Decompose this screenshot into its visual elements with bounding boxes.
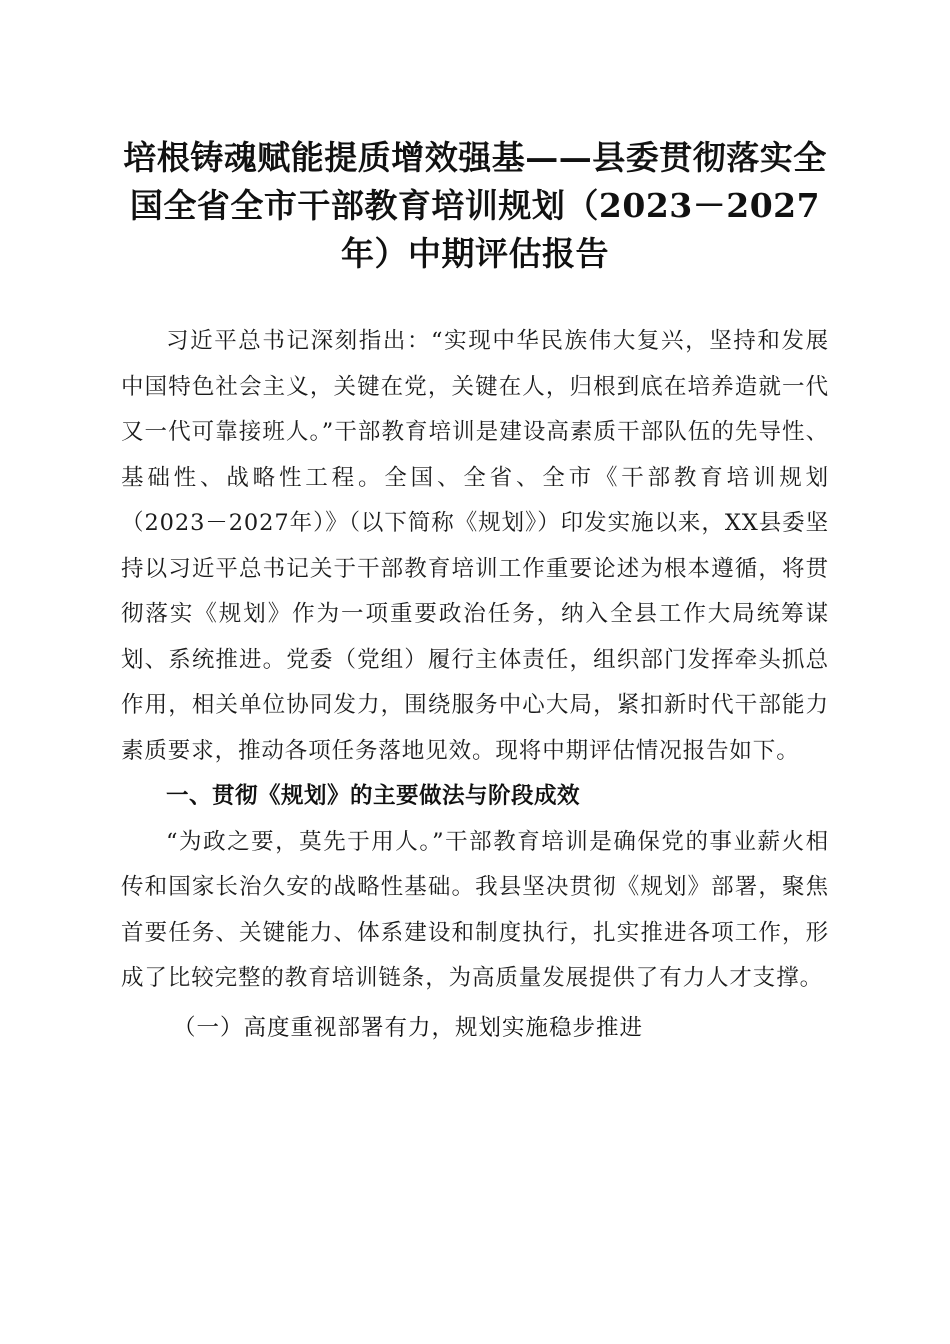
subsection-heading: （一）高度重视部署有力，规划实施稳步推进 (173, 1014, 644, 1041)
intro-paragraph: 习近平总书记深刻指出：“实现中华民族伟大复兴，坚持和发展中国特色社会主义，关键在党，关键在人，归根到底在培养造就一代又一代可靠接班人。”干部教育培训是建设高素质干部队伍的先导性、基础性、战略性工程。全国、全省、全市《干部教育培训规划（2023－2027年）》（以下简称《规划》）印发实施以来，XX县委坚持以习近平总书记关于干部教育培训工作重要论述为根本遵循，将贯彻落实《规划》作为一项重要政治任务，纳入全县工作大局统筹谋划、系统推进。党委（党组）履行主体责任，组织部门发挥牵头抓总作用，相关单位协同发力，围绕服务中心大局，紧扣新时代干部能力素质要求，推动各项任务落地见效。现将中期评估情况报告如下。 (121, 328, 829, 764)
section-paragraph: “为政之要，莫先于用人。”干部教育培训是确保党的事业薪火相传和国家长治久安的战略性基础。我县坚决贯彻《规划》部署，聚焦首要任务、关键能力、体系建设和制度执行，扎实推进各项工作，形成了比较完整的教育培训链条，为高质量发展提供了有力人才支撑。 (121, 828, 829, 991)
document-title: 培根铸魂赋能提质增效强基——县委贯彻落实全国全省全市干部教育培训规划（2023－2027年）中期评估报告 (123, 138, 827, 273)
section-heading: 一、贯彻《规划》的主要做法与阶段成效 (166, 783, 581, 809)
document-body (121, 319, 829, 1051)
